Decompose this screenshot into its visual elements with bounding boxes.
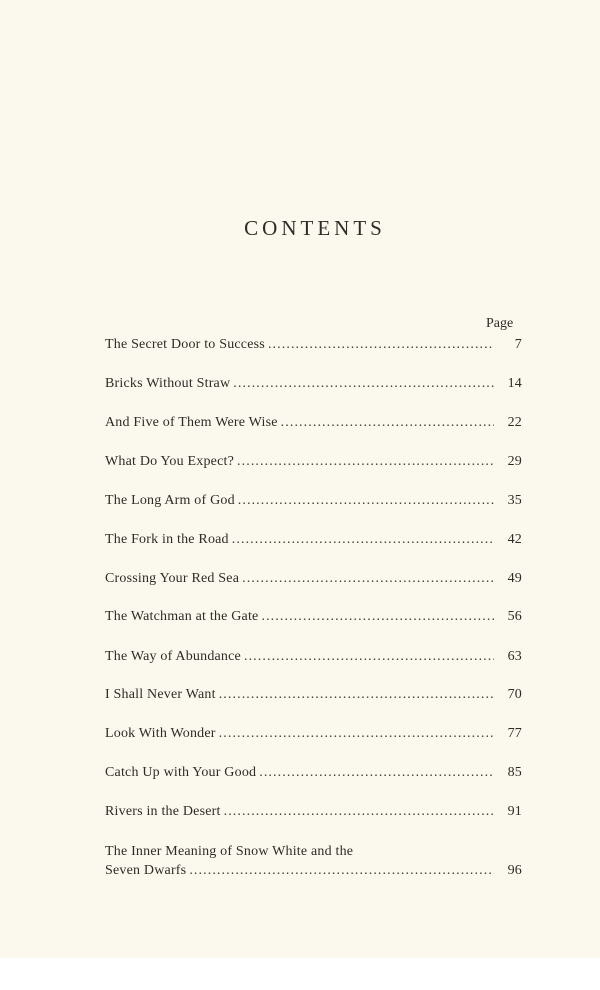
toc-entry (105, 607, 522, 626)
toc-entry (105, 724, 522, 743)
toc-entry-title-line1: The Inner Meaning of Snow White and the (105, 844, 354, 859)
toc-entry-page: 70 (507, 687, 522, 702)
toc-entry-page: 56 (507, 609, 522, 624)
dot-leader (238, 491, 494, 510)
toc-entry-title: Rivers in the Desert (105, 804, 221, 819)
dot-leader (219, 724, 494, 743)
toc-entry-page: 29 (507, 454, 522, 469)
toc-entry-title: The Watchman at the Gate (105, 609, 259, 624)
dot-leader (232, 530, 494, 549)
dot-leader (237, 452, 494, 471)
toc-entry-page: 85 (507, 765, 522, 780)
toc-entry-title: Bricks Without Straw (105, 376, 231, 391)
toc-entry (105, 802, 522, 821)
toc-entry-title: What Do You Expect? (105, 454, 235, 469)
toc-entry (105, 452, 522, 471)
toc-entry-title: The Way of Abundance (105, 649, 241, 664)
toc-entry-page: 22 (507, 415, 522, 430)
toc-entry (105, 647, 522, 666)
toc-entry-title: And Five of Them Were Wise (105, 415, 278, 430)
dot-leader (242, 569, 494, 588)
toc-entry-title: Look With Wonder (105, 726, 216, 741)
toc-entry-title: Catch Up with Your Good (105, 765, 257, 780)
toc-entry-page: 77 (507, 726, 522, 741)
dot-leader (244, 647, 494, 666)
toc-entry-page: 63 (507, 649, 522, 664)
toc-entry (105, 569, 522, 588)
toc-entry-page: 49 (507, 571, 522, 586)
toc-entry (105, 685, 522, 704)
toc-entry (105, 374, 522, 393)
toc-entry (105, 842, 522, 880)
toc-entry-page: 91 (507, 804, 522, 819)
toc-entry (105, 530, 522, 549)
contents-heading: CONTENTS (244, 216, 386, 240)
toc-entry (105, 413, 522, 432)
page-bottom-edge (0, 958, 600, 990)
toc-entry-title: Crossing Your Red Sea (105, 571, 240, 586)
dot-leader (259, 763, 494, 782)
toc-entry (105, 491, 522, 510)
dot-leader (281, 413, 494, 432)
toc-entry-title: Seven Dwarfs (105, 863, 187, 878)
toc-entry-title: I Shall Never Want (105, 687, 216, 702)
toc-entry-title: The Long Arm of God (105, 493, 235, 508)
toc-entry (105, 335, 522, 354)
dot-leader (261, 607, 494, 626)
dot-leader (268, 335, 494, 354)
page-column-label: Page (486, 316, 514, 331)
dot-leader (189, 861, 494, 880)
dot-leader (233, 374, 494, 393)
toc-entry-page: 42 (507, 532, 522, 547)
toc-entry-page: 7 (514, 337, 522, 352)
toc-entry-title: The Secret Door to Success (105, 337, 265, 352)
dot-leader (224, 802, 494, 821)
toc-entry-page: 35 (507, 493, 522, 508)
toc-entry-page: 14 (507, 376, 522, 391)
toc-entry (105, 763, 522, 782)
dot-leader (219, 685, 494, 704)
toc-entry-page: 96 (507, 863, 522, 878)
toc-entry-title: The Fork in the Road (105, 532, 229, 547)
